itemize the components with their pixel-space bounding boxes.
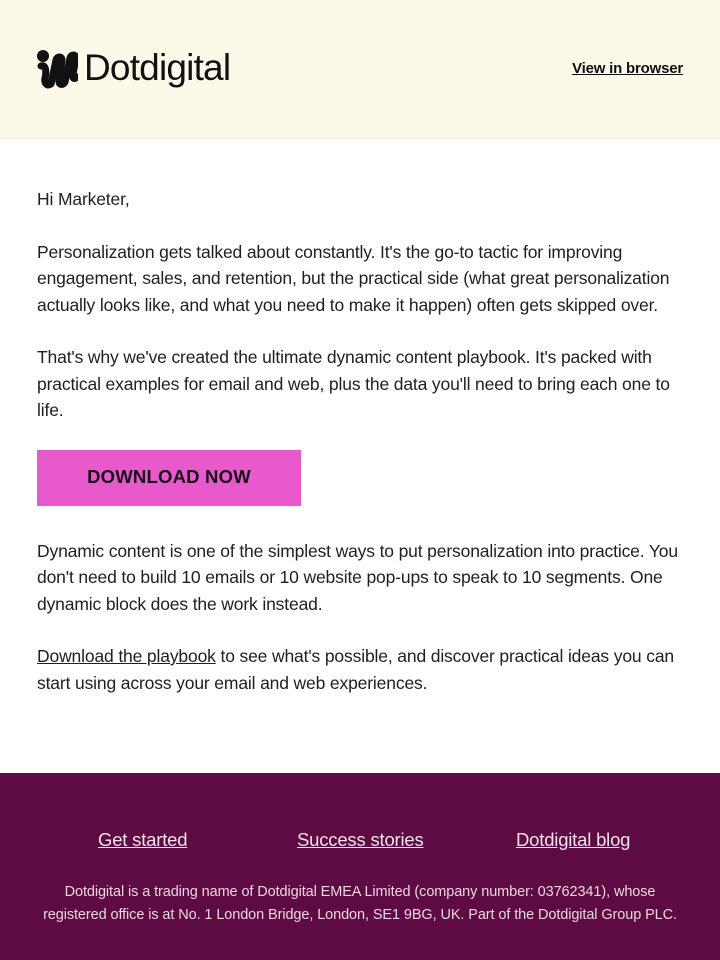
body-paragraph-2: That's why we've created the ultimate dynamic content playbook. It's packed with practical examples for email and web, plus the data you'll need to bring each one to life.: [37, 347, 670, 420]
view-in-browser-link[interactable]: View in browser: [572, 60, 683, 77]
download-playbook-link[interactable]: Download the playbook: [37, 646, 216, 666]
download-now-button[interactable]: DOWNLOAD NOW: [37, 450, 301, 506]
dotdigital-logo[interactable]: [36, 46, 230, 90]
email-footer: [0, 773, 720, 960]
footer-links: [0, 829, 720, 855]
email-header: [0, 0, 720, 139]
greeting: Hi Marketer,: [37, 189, 130, 209]
dotdigital-logo-mark-icon: [36, 46, 78, 90]
body-paragraph-4: [37, 643, 687, 696]
footer-link-success-stories[interactable]: Success stories: [297, 829, 424, 850]
body-paragraph-4-text: to see what's possible, and discover practical ideas you can start using across your email and web experiences.: [37, 646, 674, 693]
footer-link-dotdigital-blog[interactable]: Dotdigital blog: [516, 829, 631, 850]
footer-link-get-started[interactable]: Get started: [98, 829, 188, 850]
body-paragraph-3: Dynamic content is one of the simplest ways to put personalization into practice. You don't need to build 10 emails or 10 website pop-ups to speak to 10 segments. One dynamic block does the work instead.: [37, 540, 678, 614]
body-paragraph-1: Personalization gets talked about constantly. It's the go-to tactic for improving engagement, sales, and retention, but the practical side (what great personalization actually looks like, and what you need to make it happen) often gets skipped over.: [37, 241, 670, 315]
email-body: [37, 186, 687, 722]
logo-text: Dotdigital: [84, 47, 231, 88]
footer-legal-text: Dotdigital is a trading name of Dotdigital EMEA Limited (company number: 03762341), whose registered office is at No. 1 London Bridge, London, SE1 9BG, UK. Part of the Dotdigital Group PLC.: [43, 884, 677, 923]
